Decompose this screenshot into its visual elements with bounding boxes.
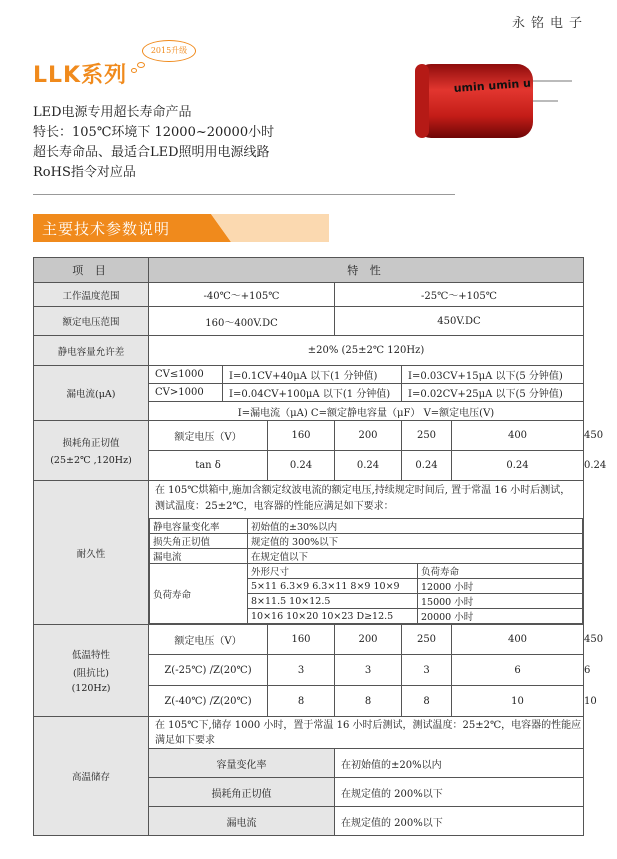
endurance-value: 在规定值以下 [248, 549, 583, 564]
intro-line: RoHS指令对应品 [33, 165, 136, 180]
impedance-value: 6 [452, 655, 584, 686]
header-spec: 特 性 [149, 258, 584, 283]
tan-voltage: 160 [268, 421, 335, 451]
capacitor-image [412, 60, 572, 150]
endurance-key: 损失角正切值 [150, 534, 248, 549]
divider [33, 194, 455, 195]
endurance-value: 规定值的 300%以下 [248, 534, 583, 549]
tan-value: 0.24 [452, 451, 584, 481]
impedance-value: 8 [335, 686, 402, 717]
life-label: 负荷寿命 [150, 564, 248, 624]
lowtemp-voltage: 160 [268, 625, 335, 655]
impedance-value: 8 [402, 686, 452, 717]
bubble-dot [137, 62, 145, 68]
leakage-label: 漏电流(μA) [34, 366, 149, 421]
tan-label-line: 损耗角正切值 [62, 438, 120, 449]
temp-label: 工作温度范围 [34, 283, 149, 307]
storage-key: 容量变化率 [149, 749, 335, 778]
upgrade-badge: 2015升级 [142, 40, 196, 62]
tan-value: 0.24 [402, 451, 452, 481]
lowtemp-label-line: (120Hz) [71, 683, 111, 694]
leakage-formula-2a: I=0.04CV+100μA 以下(1 分钟值) [223, 384, 402, 402]
leakage-cond-1: CV≤1000 [149, 366, 223, 384]
storage-desc: 在 105℃下,储存 1000 小时，置于常温 16 小时后测试，测试温度：25±2℃，电容器的性能应满足如下要求 [149, 717, 584, 749]
endurance-key: 静电容量变化率 [150, 519, 248, 534]
tan-value: 0.24 [268, 451, 335, 481]
leakage-formula-1a: I=0.1CV+40μA 以下(1 分钟值) [223, 366, 402, 384]
leakage-formula-2b: I=0.02CV+25μA 以下(5 分钟值) [402, 384, 584, 402]
impedance-value: 10 [452, 686, 584, 717]
temp-range-b: -25℃～+105℃ [335, 283, 584, 307]
intro-text [33, 103, 274, 183]
tan-voltage-label: 额定电压（V） [149, 421, 268, 451]
tan-delta-label: tan δ [149, 451, 268, 481]
bubble-dot [131, 68, 137, 73]
spec-table: 项 目 特 性 工作温度范围 -40℃～+105℃ -25℃～+105℃ 额定电压范围 160～400V.DC 450V.DC 静电容量允许差 ±20% (25±2℃ 120Hz) 漏电流(μA) CV≤1000 I=0.1CV+40μA 以下(1 分钟值) I=0.03CV+15μA 以下(5 分钟值) CV>1000 I=0.04CV+100μA 以下(1 分钟值) I=0.02CV+25μA 以下(5 分钟值) I=漏电流（μA) C=额定静电容量（μF） V=额定电压(V) 损耗角正切值 (25±2℃ ,120Hz) 额定电压（V） 160 200 250 400 450 tan δ 0.24 0.24 0.24 0.24 0.24 耐久性 在 105℃烘箱中,施加含额定纹波电流的额定电压,持续规定时间后, 置于常温 16 小时后测试，测试温度：25±2℃，电容器的性能应满足如下要求： 静电容量变化率 初始值的±30%以内 损失角正切值 规定值的 300%以下 漏电流 在规定值以下 负荷寿命 外形尺寸 负荷寿命 5×11 6.3×9 6.3×11 8×9 10×9 12000 小时 8×11.5 10×12.5 15000 小时 10×16 10×20 10×23 D≥12.5 20000 小时 低温特性 (阻抗比) (120Hz) 额定电压（V） 160 200 250 400 450 Z(-25℃) /Z(20℃) 3 3 3 6 6 Z(-40℃) /Z(20℃) 8 8 8 10 10 高温储存 在 105℃下,储存 1000 小时，置于常温 16 小时后测试，测试温度：25±2℃，电容器的性能应满足如下要求 容量变化率 在初始值的±20%以内 损耗角正切值 在规定值的 200%以下 漏电流 在规定值的 200%以下 [33, 257, 584, 836]
leakage-cond-2: CV>1000 [149, 384, 223, 402]
lowtemp-voltage: 250 [402, 625, 452, 655]
intro-line: 超长寿命品、最适合LED照明用电源线路 [33, 145, 270, 160]
lowtemp-voltage: 400 [452, 625, 584, 655]
header-item: 项 目 [34, 258, 149, 283]
temp-range-a: -40℃～+105℃ [149, 283, 335, 307]
size-header: 外形尺寸 [248, 564, 418, 579]
life-header: 负荷寿命 [418, 564, 583, 579]
cap-tolerance-value: ±20% (25±2℃ 120Hz) [149, 336, 584, 366]
lowtemp-label [34, 625, 149, 717]
tan-voltage: 200 [335, 421, 402, 451]
storage-key: 漏电流 [149, 807, 335, 836]
endurance-value: 初始值的±30%以内 [248, 519, 583, 534]
endurance-table [149, 518, 583, 624]
endurance-key: 漏电流 [150, 549, 248, 564]
impedance-value: 8 [268, 686, 335, 717]
life-hours: 15000 小时 [418, 594, 583, 609]
company-name: 永铭电子 [512, 16, 589, 31]
storage-value: 在规定值的 200%以下 [335, 778, 584, 807]
lowtemp-voltage: 200 [335, 625, 402, 655]
life-hours: 12000 小时 [418, 579, 583, 594]
tan-value: 0.24 [335, 451, 402, 481]
lowtemp-voltage-label: 额定电压（V） [149, 625, 268, 655]
size-row: 8×11.5 10×12.5 [248, 594, 418, 609]
storage-value: 在规定值的 200%以下 [335, 807, 584, 836]
tan-label [34, 421, 149, 481]
svg-text:umin umin u: umin umin u [453, 76, 532, 95]
tan-voltage: 250 [402, 421, 452, 451]
impedance-label-40: Z(-40℃) /Z(20℃) [149, 686, 268, 717]
cap-tolerance-label: 静电容量允许差 [34, 336, 149, 366]
voltage-range-a: 160～400V.DC [149, 307, 335, 336]
endurance-label: 耐久性 [34, 481, 149, 625]
tan-label-line: (25±2℃ ,120Hz) [50, 455, 132, 466]
size-row: 10×16 10×20 10×23 D≥12.5 [248, 609, 418, 624]
section-title: 主要技术参数说明 [42, 220, 171, 238]
life-hours: 20000 小时 [418, 609, 583, 624]
impedance-label-25: Z(-25℃) /Z(20℃) [149, 655, 268, 686]
impedance-value: 3 [335, 655, 402, 686]
tan-voltage: 400 [452, 421, 584, 451]
endurance-desc: 在 105℃烘箱中,施加含额定纹波电流的额定电压,持续规定时间后, 置于常温 16 小时后测试，测试温度：25±2℃，电容器的性能应满足如下要求： [155, 485, 571, 512]
size-row: 5×11 6.3×9 6.3×11 8×9 10×9 [248, 579, 418, 594]
intro-line: 特长：105℃环境下 12000~20000小时 [33, 125, 275, 140]
voltage-label: 额定电压范围 [34, 307, 149, 336]
lowtemp-label-line: (阻抗比) [73, 668, 109, 679]
series-title: LLK系列 [33, 63, 128, 88]
leakage-formula-1b: I=0.03CV+15μA 以下(5 分钟值) [402, 366, 584, 384]
impedance-value: 3 [268, 655, 335, 686]
impedance-value: 3 [402, 655, 452, 686]
voltage-range-b: 450V.DC [335, 307, 584, 336]
storage-key: 损耗角正切值 [149, 778, 335, 807]
lowtemp-label-line: 低温特性 [71, 650, 110, 661]
leakage-note: I=漏电流（μA) C=额定静电容量（μF） V=额定电压(V) [149, 402, 584, 421]
storage-label: 高温储存 [34, 717, 149, 836]
storage-value: 在初始值的±20%以内 [335, 749, 584, 778]
intro-line: LED电源专用超长寿命产品 [33, 105, 192, 120]
